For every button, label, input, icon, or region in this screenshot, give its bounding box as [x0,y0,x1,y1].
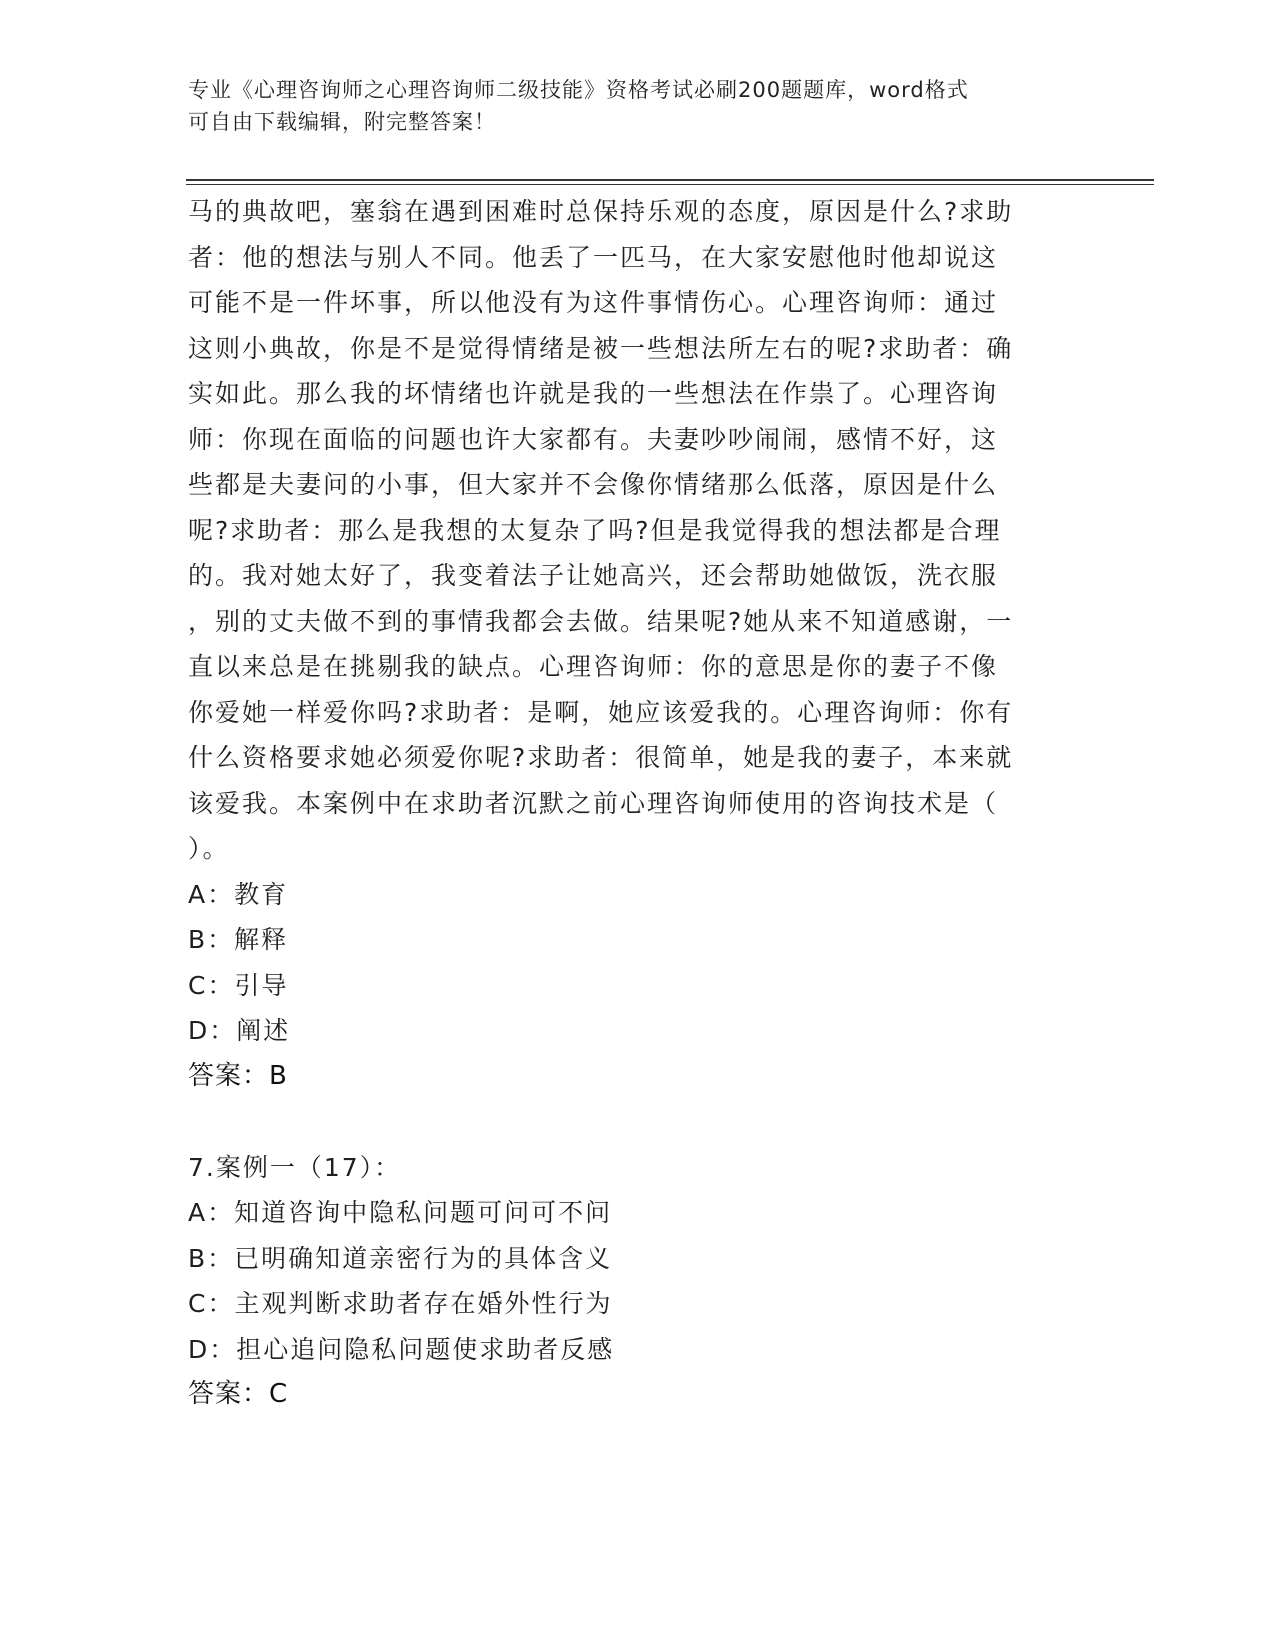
option-c: C：主观判断求助者存在婚外性行为 [188,1289,613,1318]
question-stem-line: 直以来总是在挑剔我的缺点。心理咨询师：你的意思是你的妻子不像 [188,652,999,681]
document-header [188,74,1068,138]
option-a: A：教育 [188,879,289,909]
question-stem-line: ）。 [188,834,230,863]
document-body [188,189,1088,1418]
question-stem-line: 这则小典故，你是不是觉得情绪是被一些想法所左右的呢?求助者：确 [188,333,1014,363]
header-divider [186,179,1154,185]
question-stem-line: 马的典故吧，塞翁在遇到困难时总保持乐观的态度，原因是什么?求助 [188,197,1014,226]
question-6 [188,189,1088,1099]
answer-line: 答案：C [188,1379,289,1409]
question-stem-line: 些都是夫妻问的小事，但大家并不会像你情绪那么低落，原因是什么 [188,470,999,499]
question-stem-line: 可能不是一件坏事，所以他没有为这件事情伤心。心理咨询师：通过 [188,288,999,317]
question-7 [188,1145,1088,1418]
header-line-2: 可自由下载编辑，附完整答案！ [188,110,496,134]
question-stem-line: 你爱她一样爱你吗?求助者：是啊，她应该爱我的。心理咨询师：你有 [188,697,1014,727]
question-title: 7.案例一（17）： [188,1152,402,1182]
question-stem-line: 者：他的想法与别人不同。他丢了一匹马，在大家安慰他时他却说这 [188,242,999,272]
question-stem-line: ，别的丈夫做不到的事情我都会去做。结果呢?她从来不知道感谢，一 [188,606,1014,636]
option-b: B：解释 [188,925,289,954]
question-stem-line: 师：你现在面临的问题也许大家都有。夫妻吵吵闹闹，感情不好，这 [188,424,999,454]
option-d: D：阐述 [188,1016,291,1045]
option-d: D：担心追问隐私问题使求助者反感 [188,1334,615,1364]
option-b: B：已明确知道亲密行为的具体含义 [188,1243,613,1273]
header-line-1: 专业《心理咨询师之心理咨询师二级技能》资格考试必刷200题题库，word格式 [188,78,969,102]
question-stem-line: 呢?求助者：那么是我想的太复杂了吗?但是我觉得我的想法都是合理 [188,515,1002,545]
question-stem-line: 的。我对她太好了，我变着法子让她高兴，还会帮助她做饭，洗衣服 [188,561,999,590]
question-spacer [188,1099,1088,1145]
question-stem-line: 什么资格要求她必须爱你呢?求助者：很简单，她是我的妻子，本来就 [188,743,1014,772]
question-stem-line: 实如此。那么我的坏情绪也许就是我的一些想法在作祟了。心理咨询 [188,379,999,408]
question-stem-line: 该爱我。本案例中在求助者沉默之前心理咨询师使用的咨询技术是（ [188,788,999,818]
option-c: C：引导 [188,970,289,1000]
answer-line: 答案：B [188,1060,288,1091]
option-a: A：知道咨询中隐私问题可问可不问 [188,1198,613,1227]
